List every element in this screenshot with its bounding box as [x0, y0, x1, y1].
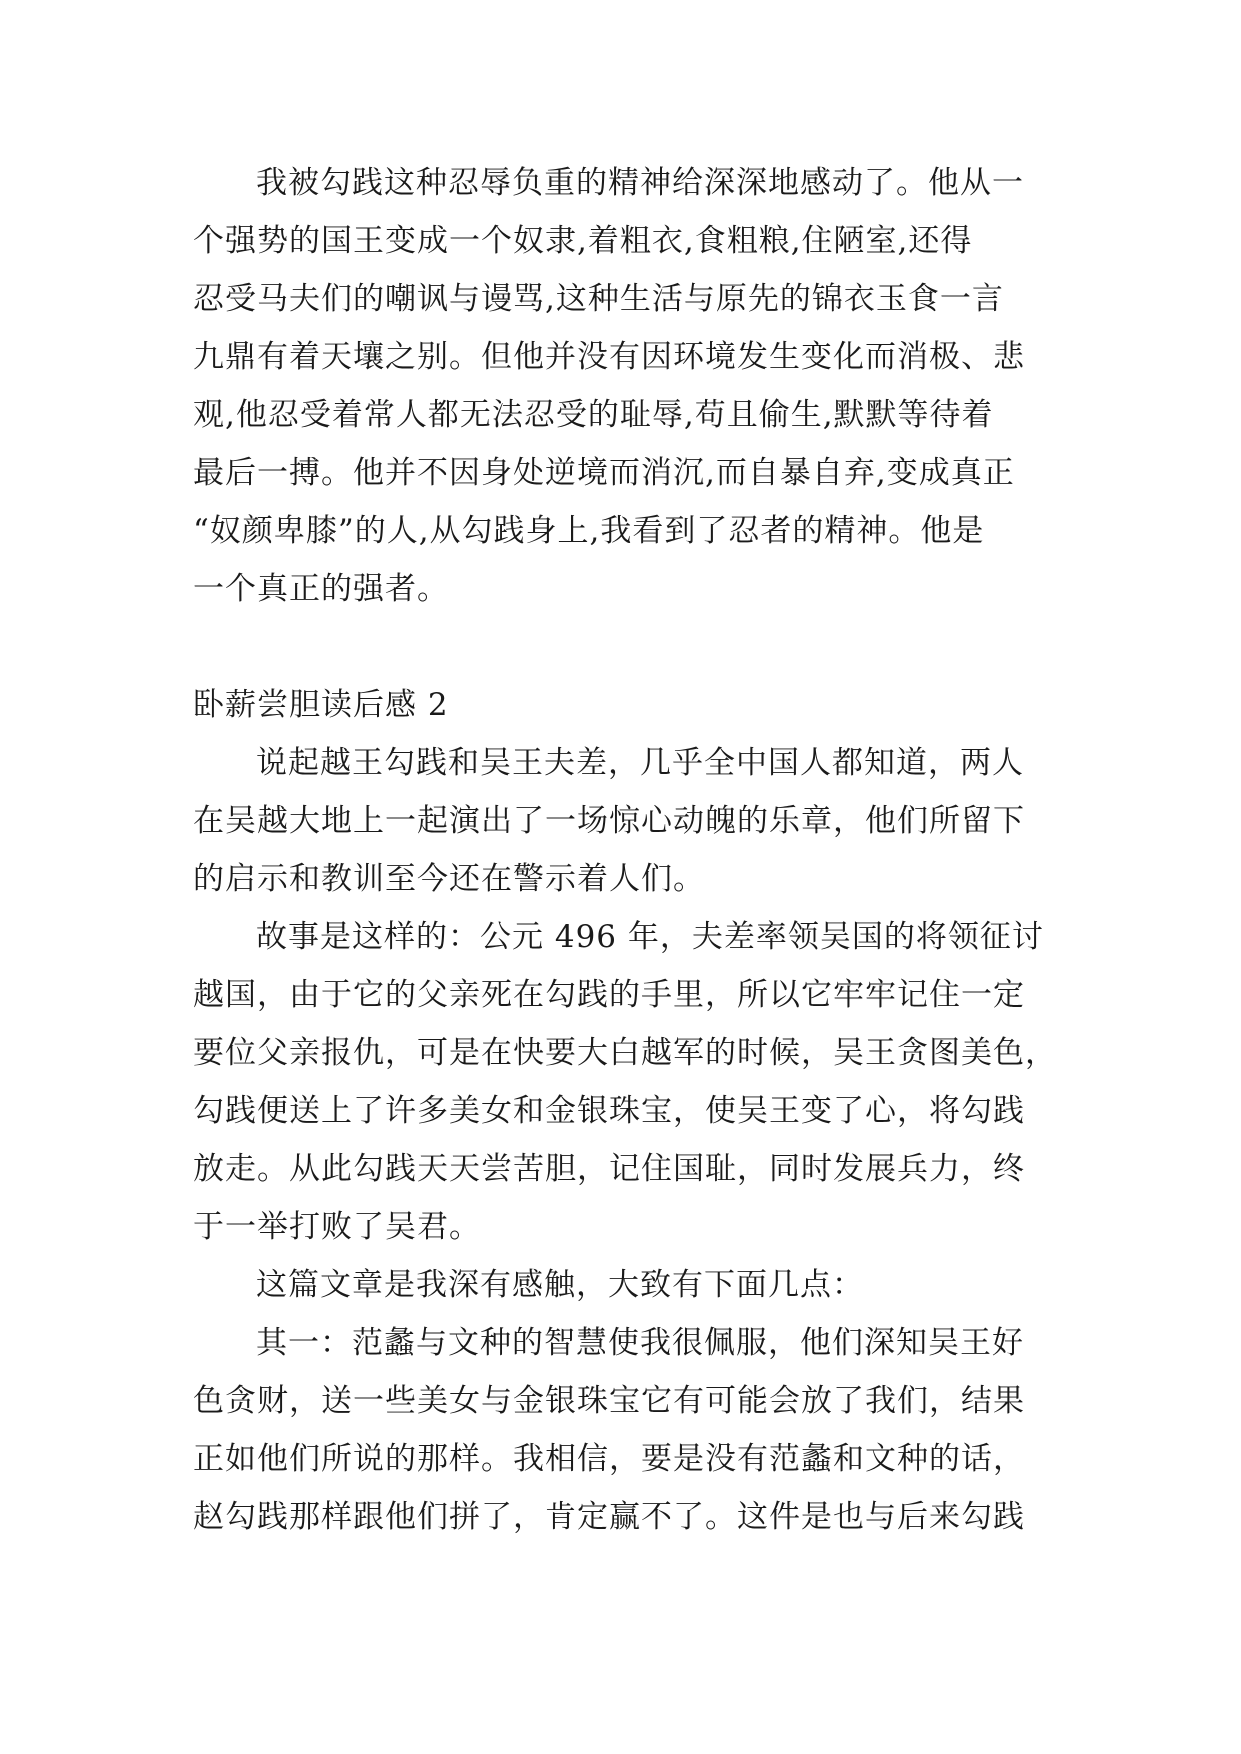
paragraph-line: 赵勾践那样跟他们拼了，肯定赢不了。这件是也与后来勾践: [193, 1499, 1025, 1535]
paragraph-line: 个强势的国王变成一个奴隶,着粗衣,食粗粮,住陋室,还得: [193, 223, 973, 259]
paragraph-line: 放走。从此勾践天天尝苦胆，记住国耻，同时发展兵力，终: [193, 1151, 1025, 1187]
paragraph-line: 正如他们所说的那样。我相信，要是没有范蠡和文种的话，: [193, 1441, 1025, 1477]
paragraph-line: 说起越王勾践和吴王夫差，几乎全中国人都知道，两人: [256, 745, 1024, 781]
paragraph-line: 忍受马夫们的嘲讽与谩骂,这种生活与原先的锦衣玉食一言: [193, 281, 1004, 317]
paragraph-line: 要位父亲报仇，可是在快要大白越军的时候，吴王贪图美色，: [193, 1035, 1057, 1071]
paragraph-line: 的启示和教训至今还在警示着人们。: [193, 861, 705, 897]
section-heading: 卧薪尝胆读后感 2: [193, 687, 449, 723]
paragraph-line: 于一举打败了吴君。: [193, 1209, 481, 1245]
paragraph-line: 观,他忍受着常人都无法忍受的耻辱,苟且偷生,默默等待着: [193, 397, 994, 433]
paragraph-line: 最后一搏。他并不因身处逆境而消沉,而自暴自弃,变成真正: [193, 455, 1015, 491]
paragraph-line: 色贪财，送一些美女与金银珠宝它有可能会放了我们，结果: [193, 1383, 1025, 1419]
paragraph-line: 我被勾践这种忍辱负重的精神给深深地感动了。他从一: [256, 165, 1024, 201]
paragraph-line: 故事是这样的：公元 496 年，夫差率领吴国的将领征讨: [256, 919, 1044, 955]
paragraph-line: 一个真正的强者。: [193, 571, 449, 607]
paragraph-line: 越国，由于它的父亲死在勾践的手里，所以它牢牢记住一定: [193, 977, 1025, 1013]
paragraph-line: 勾践便送上了许多美女和金银珠宝，使吴王变了心，将勾践: [193, 1093, 1025, 1129]
paragraph-line: 在吴越大地上一起演出了一场惊心动魄的乐章，他们所留下: [193, 803, 1025, 839]
paragraph-line: “奴颜卑膝”的人,从勾践身上,我看到了忍者的精神。他是: [193, 513, 985, 549]
paragraph-line: 这篇文章是我深有感触，大致有下面几点：: [256, 1267, 864, 1303]
paragraph-line: 其一：范蠡与文种的智慧使我很佩服，他们深知吴王好: [256, 1325, 1024, 1361]
paragraph-line: 九鼎有着天壤之别。但他并没有因环境发生变化而消极、悲: [193, 339, 1025, 375]
